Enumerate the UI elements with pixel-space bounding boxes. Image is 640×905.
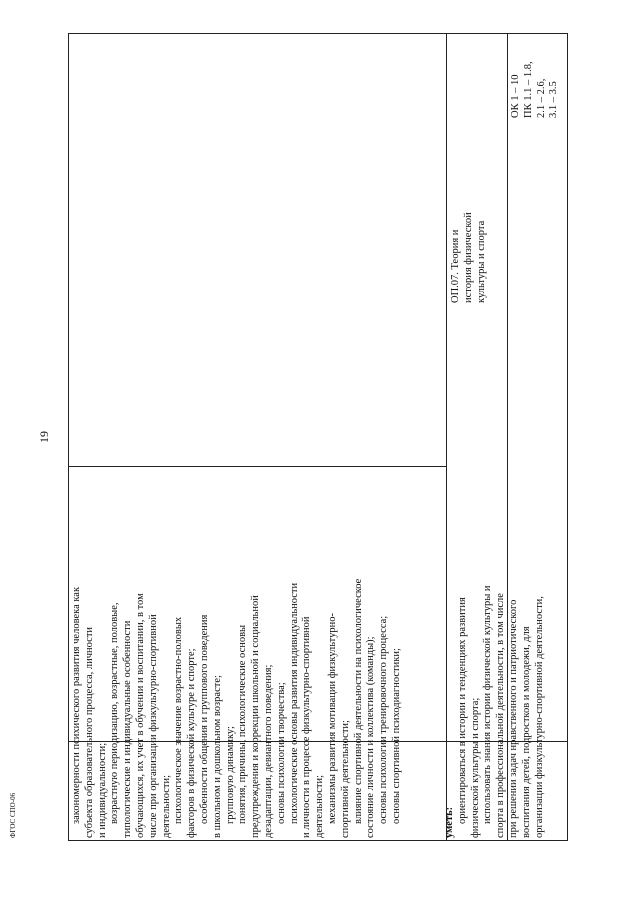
umet-line: воспитания детей, подростков и молодежи, для — [520, 626, 532, 838]
umet-line: физической культуры и спорта; — [469, 697, 481, 838]
content-line: предупреждения и коррекции школьной и социальной — [250, 595, 262, 838]
page-number: 19 — [37, 431, 51, 443]
umet-text-block — [444, 468, 546, 838]
content-line: деятельности; — [314, 774, 326, 838]
content-line: факторов в физической культуре и спорте; — [186, 648, 198, 838]
content-line: обучающихся, их учет в обучении и воспитании, в том — [134, 593, 146, 838]
discipline-line: культуры и спорта — [475, 220, 487, 303]
content-line: основы психологии тренировочного процесса; — [378, 615, 390, 824]
content-line: и личности в процессе физкультурно-спортивной — [301, 616, 313, 838]
discipline-cell — [450, 153, 488, 303]
umet-line: ориентироваться в истории и тенденциях развития — [456, 597, 468, 824]
footer-code: ФГОС СПО-06 — [9, 792, 17, 838]
discipline-line: ОП.07. Теория и — [450, 229, 461, 303]
content-line: механизмы развития мотивации физкультурно- — [326, 613, 338, 824]
competency-line: 2.1 – 2.6, — [535, 78, 547, 118]
content-line: закономерности психического развития человека как — [71, 586, 82, 824]
umet-line: организации физкультурно-спортивной деятельности, — [533, 596, 545, 838]
content-line: основы спортивной психодиагностики; — [390, 648, 402, 824]
content-line: возрастную периодизацию, возрастные, половые, — [109, 602, 121, 824]
umet-line: спорта в профессиональной деятельности, в том числе — [495, 593, 507, 838]
umet-line: использовать знания истории физической культуры и — [482, 585, 494, 824]
content-line: в школьном и дошкольном возрасте; — [211, 675, 223, 838]
content-text-block — [71, 468, 404, 838]
content-line: субъекта образовательного процесса, личности — [83, 626, 95, 838]
content-line: типологические и индивидуальные особенности — [122, 620, 134, 838]
content-line: спортивной деятельности; — [339, 720, 351, 838]
content-line: и индивидуальности; — [96, 742, 108, 838]
content-line: дезадаптации, девиантного поведения; — [262, 664, 274, 838]
umet-line: при решении задач нравственного и патриотического — [507, 599, 519, 838]
content-line: особенности общения и группового поведения — [198, 614, 210, 824]
content-line: психологические основы развития индивидуальности — [288, 582, 300, 824]
content-line: групповую динамику; — [224, 726, 236, 824]
content-line: деятельности; — [160, 774, 172, 838]
discipline-line: история физической — [462, 212, 474, 303]
content-line: основы психологии творчества; — [275, 682, 287, 824]
content-line: состояние личности и коллектива (команды); — [365, 636, 377, 838]
umet-heading: уметь: — [444, 806, 455, 838]
competency-line: ПК 1.1 – 1.8, — [522, 61, 534, 118]
content-line: влияние спортивной деятельности на психологическое — [352, 578, 364, 824]
table-row-divider — [68, 466, 446, 467]
content-line: психологическое значение возрастно-половых — [173, 616, 185, 824]
content-line: числе при организации физкультурно-спортивной — [147, 614, 159, 838]
competency-line: 3.1 – 3.5 — [548, 81, 560, 118]
content-line: понятия, причины, психологические основы — [237, 624, 249, 824]
competencies-cell — [510, 33, 561, 118]
competency-line: ОК 1 – 10 — [510, 74, 521, 118]
